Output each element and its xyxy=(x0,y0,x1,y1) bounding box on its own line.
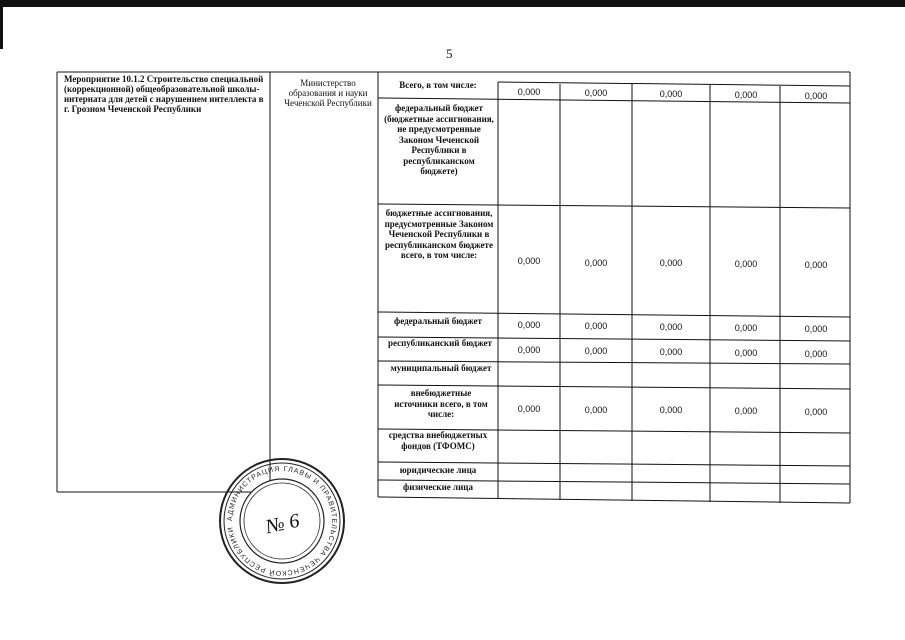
value-cell: 0,000 xyxy=(584,346,608,356)
value-cell: 0,000 xyxy=(659,405,683,415)
row-label: средства внебюджетных фондов (ТФОМС) xyxy=(388,430,488,451)
value-cell: 0,000 xyxy=(659,322,683,332)
value-cell: 0,000 xyxy=(659,347,683,357)
row-label: муниципальный бюджет xyxy=(390,363,492,373)
value-cell: 0,000 xyxy=(584,258,608,268)
value-cell: 0,000 xyxy=(517,404,541,414)
value-cell: 0,000 xyxy=(584,88,608,98)
value-cell: 0,000 xyxy=(804,349,828,359)
value-cell: 0,000 xyxy=(734,323,758,333)
page-number: 5 xyxy=(446,46,453,61)
official-seal xyxy=(217,456,347,591)
value-cell: 0,000 xyxy=(517,87,541,97)
value-cell: 0,000 xyxy=(804,91,828,101)
value-cell: 0,000 xyxy=(804,407,828,417)
value-cell: 0,000 xyxy=(734,406,758,416)
value-cell: 0,000 xyxy=(517,256,541,266)
value-cell: 0,000 xyxy=(659,89,683,99)
value-cell: 0,000 xyxy=(804,324,828,334)
row-label: Всего, в том числе: xyxy=(399,80,477,90)
seal-graphic xyxy=(217,456,347,586)
value-cell: 0,000 xyxy=(734,90,758,100)
seal-number: № 6 xyxy=(263,509,302,539)
row-label: внебюджетные источники всего, в том числе: xyxy=(394,388,488,419)
row-label: федеральный бюджет (бюджетные ассигнования, не предусмотренные Законом Чеченской Республики в республиканском бюджете) xyxy=(384,103,494,176)
row-label: физические лица xyxy=(403,482,473,492)
value-cell: 0,000 xyxy=(584,321,608,331)
value-cell: 0,000 xyxy=(734,259,758,269)
row-label: юридические лица xyxy=(399,465,477,475)
seal-ring-text: АДМИНИСТРАЦИЯ ГЛАВЫ И ПРАВИТЕЛЬСТВА ЧЕЧЕНСКОЙ РЕСПУБЛИКИ xyxy=(226,465,338,577)
row-label: бюджетные ассигнования, предусмотренные Законом Чеченской Республики в республиканском бюджете всего, в том числе: xyxy=(384,208,494,260)
value-cell: 0,000 xyxy=(804,260,828,270)
value-cell: 0,000 xyxy=(517,320,541,330)
value-cell: 0,000 xyxy=(517,345,541,355)
measure-title: Мероприятие 10.1.2 Строительство специальной (коррекционной) общеобразовательной школы-интерната для детей с нарушением интеллекта в г. Грозном Чеченской Республики xyxy=(64,74,264,114)
value-cell: 0,000 xyxy=(734,348,758,358)
executor-name: Министерство образования и науки Чеченской Республики xyxy=(284,78,372,108)
row-label: федеральный бюджет xyxy=(394,316,482,326)
row-label: республиканский бюджет xyxy=(388,338,492,348)
value-cell: 0,000 xyxy=(584,405,608,415)
value-cell: 0,000 xyxy=(659,258,683,268)
